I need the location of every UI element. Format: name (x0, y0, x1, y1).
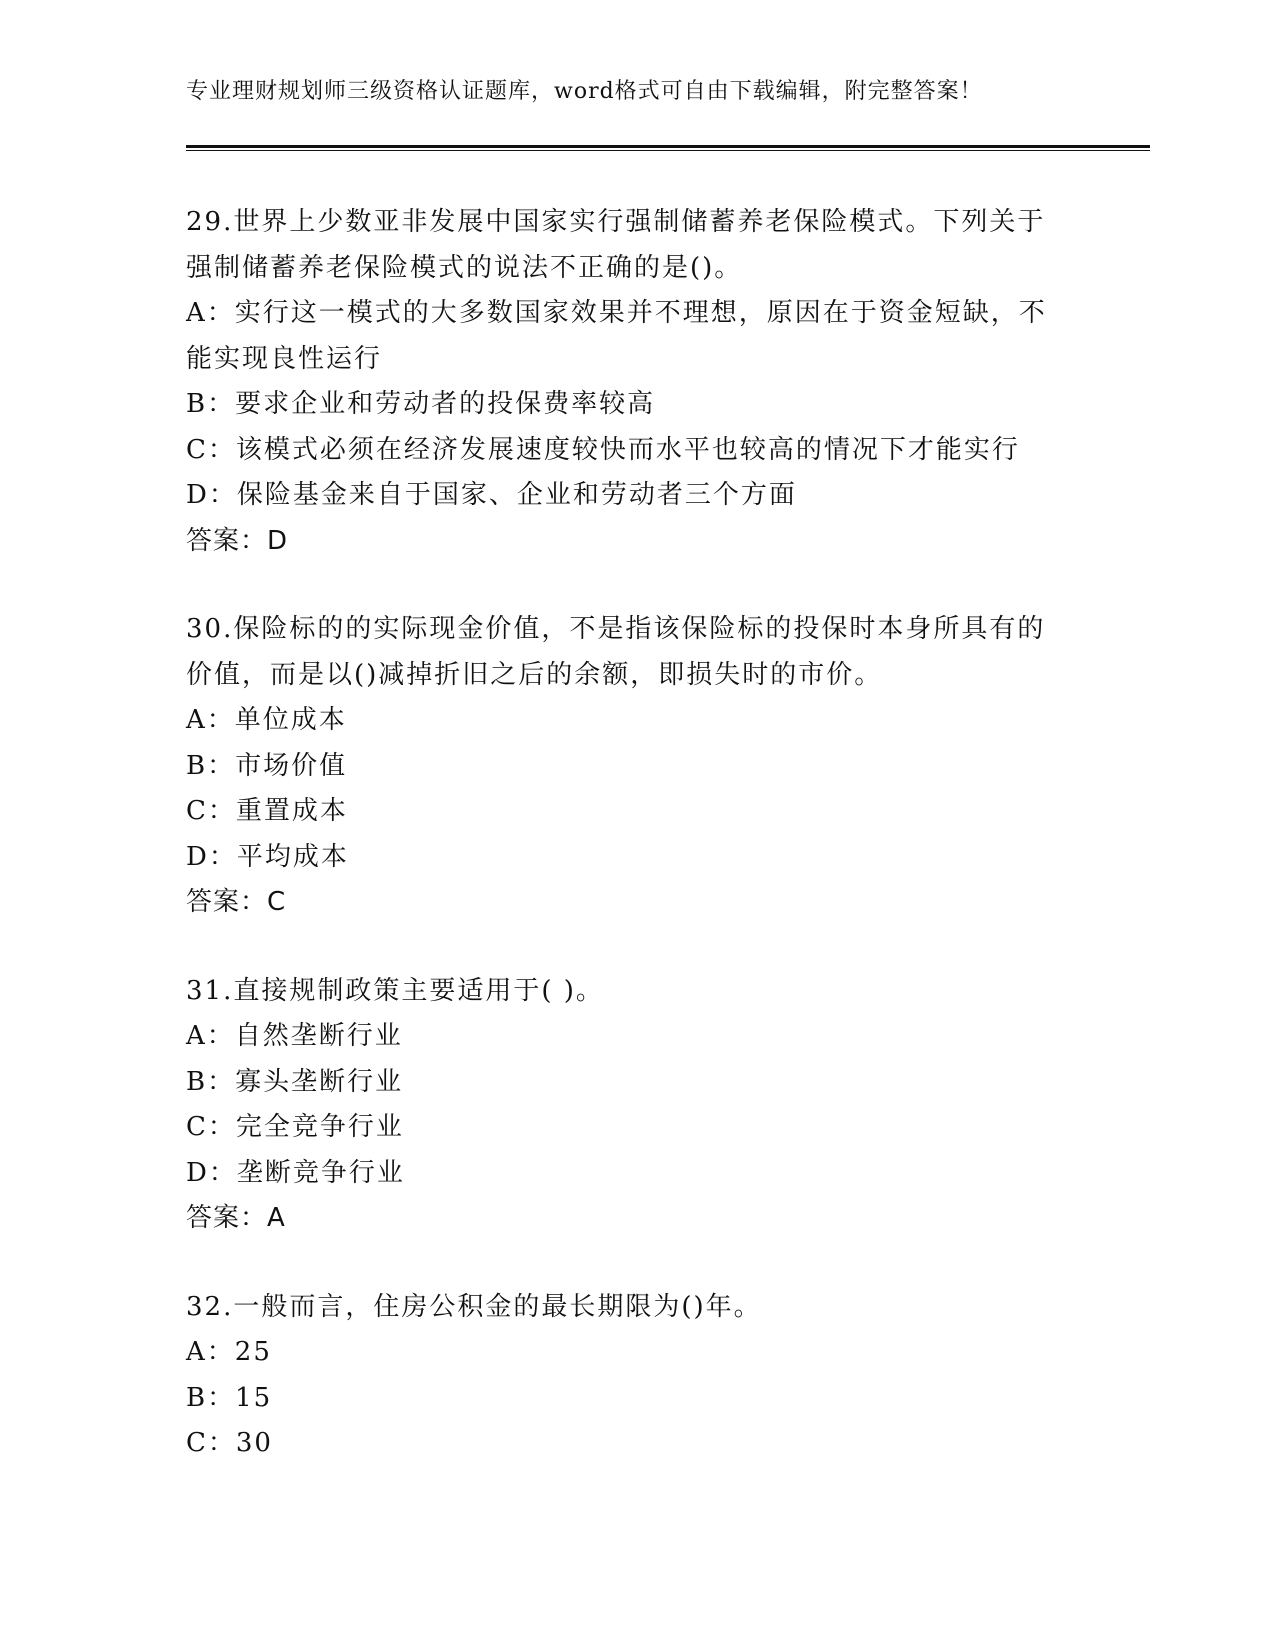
answer-option-line: 能实现良性运行 (186, 343, 383, 374)
answer-option-line: A：实行这一模式的大多数国家效果并不理想，原因在于资金短缺，不 (186, 298, 1047, 328)
answer-option-line: B：要求企业和劳动者的投保费率较高 (186, 389, 656, 419)
question-block (186, 200, 1086, 564)
answer-value: C (267, 887, 287, 917)
question-stem-line: 31.直接规制政策主要适用于( )。 (186, 975, 604, 1006)
answer-option-line: C：该模式必须在经济发展速度较快而水平也较高的情况下才能实行 (186, 434, 1020, 465)
question-block (186, 969, 1086, 1242)
question-stem-line: 29.世界上少数亚非发展中国家实行强制储蓄养老保险模式。下列关于 (186, 207, 1046, 237)
question-block (186, 1285, 1086, 1467)
answer-option-line: B：市场价值 (186, 750, 348, 781)
answer-value: A (267, 1203, 286, 1233)
answer-option-line: D：平均成本 (186, 841, 349, 872)
answer-line (186, 1196, 1086, 1242)
page-header: 专业理财规划师三级资格认证题库，word格式可自由下载编辑，附完整答案！ (186, 79, 983, 104)
answer-line (186, 880, 1086, 926)
answer-line (186, 519, 1086, 565)
question-stem-line: 32.一般而言，住房公积金的最长期限为()年。 (186, 1291, 762, 1322)
answer-option-line: B：15 (186, 1382, 273, 1413)
answer-option-line: A：单位成本 (186, 705, 347, 735)
answer-prefix: 答案： (186, 525, 268, 556)
answer-option-line: C：重置成本 (186, 796, 348, 826)
answer-option-line: C：30 (186, 1428, 273, 1458)
answer-option-line: A：25 (186, 1337, 272, 1367)
answer-option-line: B：寡头垄断行业 (186, 1066, 404, 1097)
answer-option-line: D：保险基金来自于国家、企业和劳动者三个方面 (186, 480, 797, 510)
question-stem-line: 价值，而是以()减掉折旧之后的余额，即损失时的市价。 (186, 659, 883, 690)
question-list (186, 200, 1086, 1510)
answer-prefix: 答案： (186, 1203, 268, 1233)
answer-option-line: A：自然垄断行业 (186, 1021, 403, 1051)
question-stem-line: 30.保险标的的实际现金价值，不是指该保险标的投保时本身所具有的 (186, 614, 1046, 644)
question-stem-line: 强制储蓄养老保险模式的说法不正确的是()。 (186, 252, 743, 283)
answer-value: D (267, 525, 289, 556)
header-rule-thick (186, 145, 1150, 148)
answer-option-line: C：完全竞争行业 (186, 1112, 404, 1142)
answer-option-line: D：垄断竞争行业 (186, 1157, 405, 1188)
question-block (186, 607, 1086, 926)
header-rule-thin (186, 150, 1150, 151)
answer-prefix: 答案： (186, 887, 268, 917)
